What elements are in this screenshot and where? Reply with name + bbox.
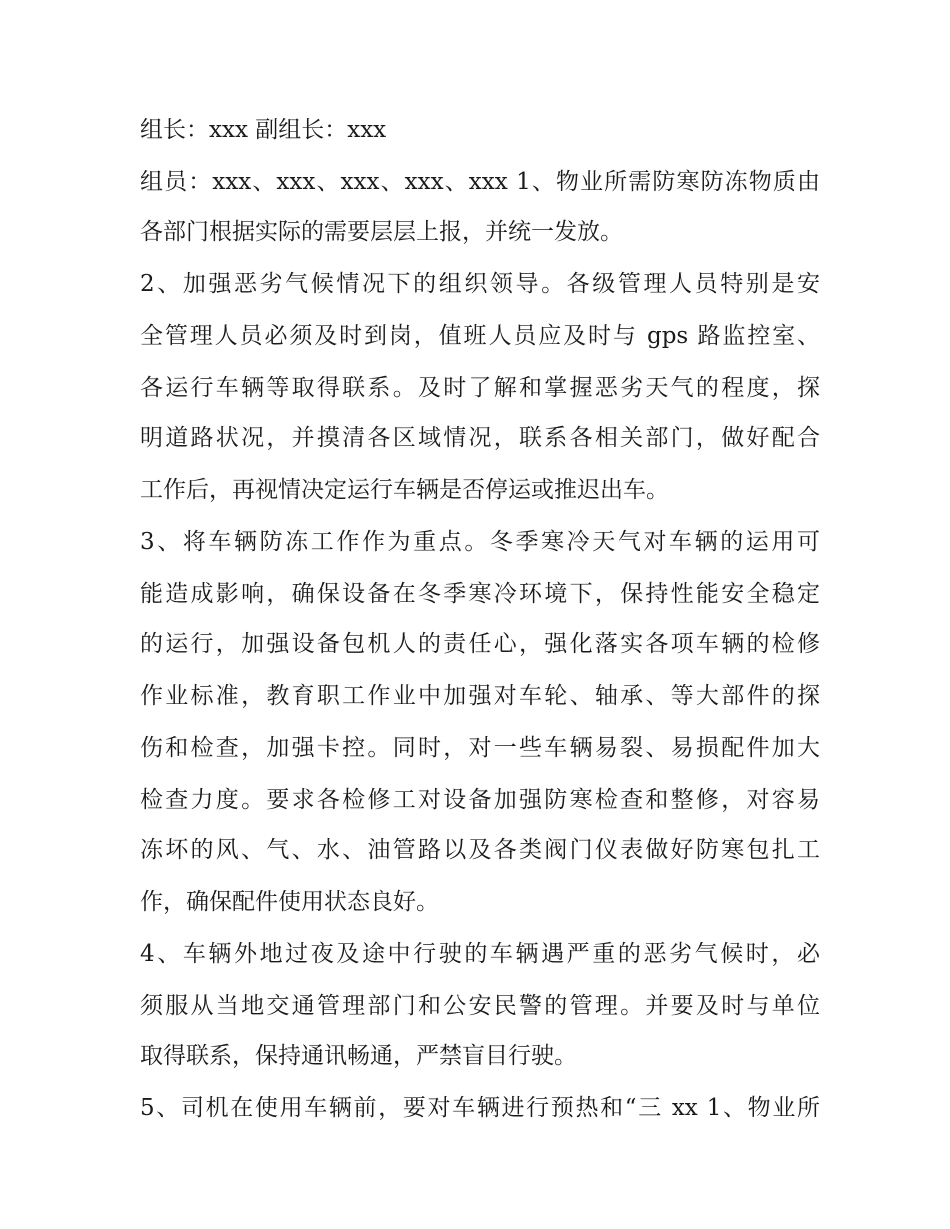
text-line: 伤和检查，加强卡控。同时，对一些车辆易裂、易损配件加大 — [140, 735, 820, 761]
text-line: 组长：xxx 副组长：xxx — [140, 117, 387, 143]
text-line: 3、将车辆防冻工作作为重点。冬季寒冷天气对车辆的运用可 — [140, 529, 820, 555]
text-line: 须服从当地交通管理部门和公安民警的管理。并要及时与单位 — [140, 993, 820, 1019]
text-line: 作业标准，教育职工作业中加强对车轮、轴承、等大部件的探 — [140, 683, 820, 709]
text-line: 组员：xxx、xxx、xxx、xxx、xxx 1、物业所需防寒防冻物质由 — [140, 169, 820, 195]
text-line: 4、车辆外地过夜及途中行驶的车辆遇严重的恶劣气候时，必 — [140, 941, 820, 967]
text-line: 2、加强恶劣气候情况下的组织领导。各级管理人员特别是安 — [140, 271, 820, 297]
text-line: 全管理人员必须及时到岗，值班人员应及时与 gps 路监控室、 — [140, 323, 820, 349]
text-line: 作，确保配件使用状态良好。 — [140, 889, 439, 915]
text-line: 工作后，再视情决定运行车辆是否停运或推迟出车。 — [140, 477, 669, 503]
text-line: 取得联系，保持通讯畅通，严禁盲目行驶。 — [140, 1043, 577, 1069]
text-line: 明道路状况，并摸清各区域情况，联系各相关部门，做好配合 — [140, 425, 820, 451]
text-line: 检查力度。要求各检修工对设备加强防寒检查和整修，对容易 — [140, 787, 820, 813]
text-line: 5、司机在使用车辆前，要对车辆进行预热和“三 xx 1、物业所 — [140, 1095, 820, 1121]
text-line: 各部门根据实际的需要层层上报，并统一发放。 — [140, 219, 623, 245]
text-line: 冻坏的风、气、水、油管路以及各类阀门仪表做好防寒包扎工 — [140, 837, 820, 863]
text-line: 的运行，加强设备包机人的责任心，强化落实各项车辆的检修 — [140, 631, 820, 657]
text-line: 各运行车辆等取得联系。及时了解和掌握恶劣天气的程度，探 — [140, 375, 820, 401]
text-line: 能造成影响，确保设备在冬季寒冷环境下，保持性能安全稳定 — [140, 581, 820, 607]
